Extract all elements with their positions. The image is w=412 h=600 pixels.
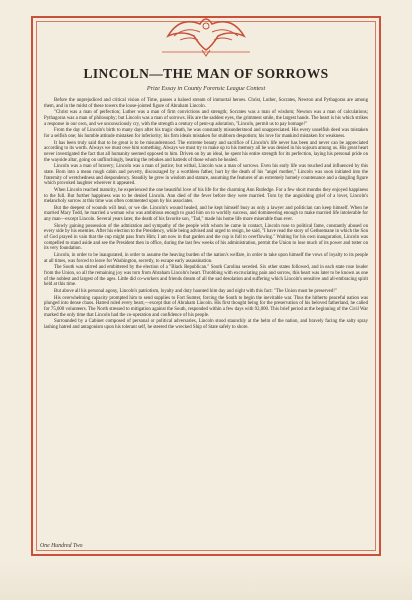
paragraph: From the day of Lincoln's birth to many days after his tragic death, he was constantly misunderstood and unappreciated. His every unselfish deed was mistaken for a selfish one; his humble attitude mistaken for inferiority; his firm ideals mistaken for stubborn despotism; his love for mankind mistaken for weakness. [44, 128, 368, 139]
paragraph: Surrounded by a Cabinet composed of personal or political adversaries, Lincoln stood staunchly at the helm of the nation, and bravely facing the salty spray lashing hatred and antagonism upon his tolerant self, he steered the wrecked Ship of State safely to shore. [44, 319, 368, 330]
paragraph: Before the unprejudiced and critical vision of Time, passes a haloed stream of immortal heroes. Christ, Luther, Socrates, Newton and Pythagoras are among them, and in the midst of these towers the loose-jointed figure of Abraham Lincoln. [44, 98, 368, 109]
eagle-crest-icon [160, 6, 252, 58]
paragraph: But the deepest of wounds will heal, or we die. Lincoln's wound healed, and he kept himself busy as only a lawyer and politician can keep himself. When he married Mary Todd, he married a woman who was ambitious enough to goad him on to worldly success, and domineering enough to make married life intolerable for any man—except Lincoln. Several years later, the death of his favorite son, "Tad," made his home life more miserable than ever. [44, 205, 368, 223]
page-number: One Hundred Two [40, 543, 83, 549]
paragraph: Lincoln, in order to be inaugurated, in order to assume the heaving burden of the nation's welfare, in order to take upon himself the vows of loyalty to its people at all times, was forced to leave for Washington, secretly, to escape early assassination. [44, 253, 368, 264]
paragraph: Slowly gaining possession of the admiration and sympathy of the people with whom he came in contact, Lincoln rose to political fame, constantly abused on every side by his enemies. After his election to the Presidency, while being advised and urged to resign, he said, "I have read the story of Gethsemane in which the Son of God prayed in vain that the cup might pass from Him; I am now in that garden and the cup is full to overflowing." Waiting for his own inauguration, Lincoln was compelled to stand aside and see the President then in office, during the last few weeks of his administration, permit the Union to lose much of its power and totter on its very foundation. [44, 223, 368, 252]
article-title: LINCOLN—THE MAN OF SORROWS [83, 66, 329, 81]
paragraph: It has been truly said that to be great is to be misunderstood. The extreme beauty and sacrifice of Lincoln's life never has been and never can be appreciated according to its worth. Always we must owe him something. Always we must try to make up to his memory all he was denied in his sojourn among us. His great heart never investigated the fact that all humanity seemed opposed to him. Driven on by an ideal, he spent his entire strength for its perfection, laying his personal pride on the wayside altar, going on unflinchingly, bearing the rebukes and hatreds of those whom he healed. [44, 140, 368, 163]
page-shade [0, 560, 412, 600]
paragraph: Lincoln was a man of bravery; Lincoln was a man of justice; but withal, Lincoln was a man of sorrows. Even his early life was touched and influenced by this state. Born into a mean rough cabin and poverty, discouraged by a worthless father, hurt by the death of his "angel mother," Lincoln was soon initiated into the fraternity of wretchedness and despondency. Steadily he grew in wisdom and stature, assuming the features of an extremely homely countenance and a dangling figure which provoked laughter wherever it appeared. [44, 164, 368, 187]
paragraph: But above all his personal agony, Lincoln's patriotism, loyalty and duty haunted him day and night with this fact: "The Union must be preserved!" [54, 289, 337, 294]
paragraph: "Christ was a man of perfection; Luther was a man of firm convictions and strength; Socrates was a man of wisdom; Newton was a man of calculations; Pythagoras was a man of philosophy; but Lincoln was a man of sorrows. His are the saddest eyes, the grimmest smile, the largest hands. The heart is his which strikes a response in our own, and we unconsciously cry, with the strength a century of pent-up adoration, "Lincoln, permit us to pay homage!" [44, 110, 368, 127]
article-subtitle: Prize Essay in County Forensic League Contest [146, 85, 266, 92]
paragraph: When Lincoln reached maturity, he experienced the one beautiful love of his life for the charming Ann Rutledge. For a few short months they enjoyed happiness to the full. But further happiness was to be denied Lincoln. Ann died of the fever before they were married. Torn by the anguishing grief of a lover, Lincoln's melancholy sorrow at this time was often commented upon by his associates. [44, 187, 368, 205]
paragraph: The South was stirred and embittered by the election of a "Black Republican." South Carolina seceded. Six other states followed, and in each state rose louder from the Union, so all the remaining joy was torn from Abraham Lincoln's heart. Throbbing with excruciating pain and sorrow, this heart was later to be known as one of the noblest and largest of the ages. Little did co-workers and friends dream of all the sad desolation and suffering which Lincoln's sensitive and all-embracing spirit held at this time. [44, 265, 368, 288]
article [44, 66, 368, 536]
paragraph: His overwhelming capacity prompted him to send supplies to Fort Sumter, forcing the South to begin the inevitable war. Thus the hitherto peaceful nation was plunged into dense chaos. Hatred ruled every heart,—except that of Abraham Lincoln. His first thought being for the preservation of his beloved fatherland, he called for 75,000 volunteers. The North stressed to mitigation against the South, responded within a few days with 92,000. This brief period at the beginning of the Civil War marked the only time that Lincoln had the co-operation and confidence of his people. [44, 295, 368, 318]
